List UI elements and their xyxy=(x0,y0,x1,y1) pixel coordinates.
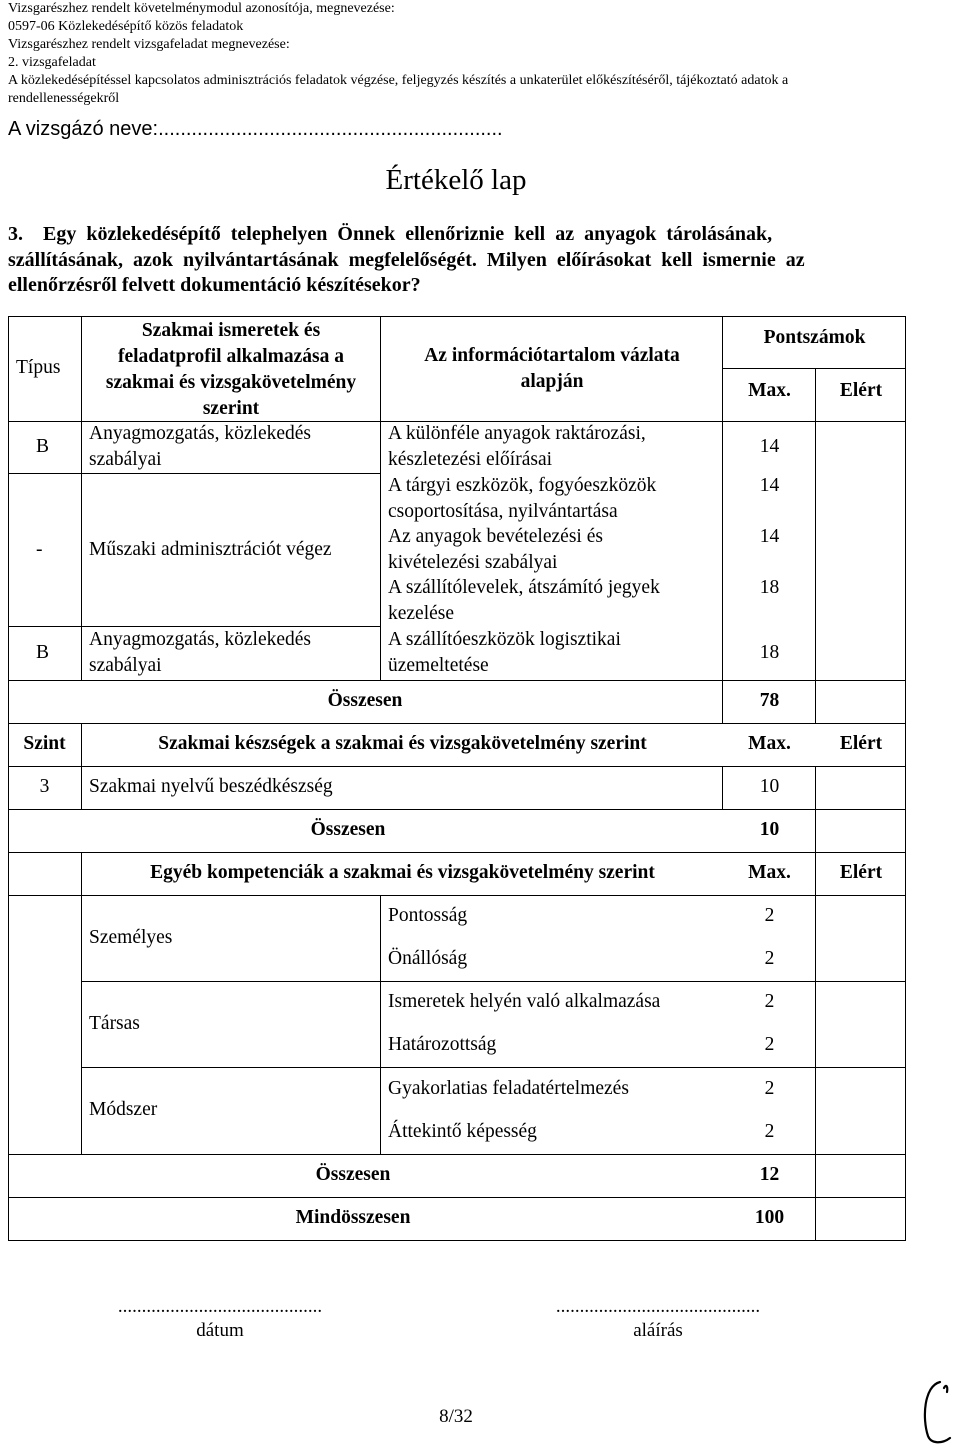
page-title: Értékelő lap xyxy=(385,164,527,196)
table-divider xyxy=(8,809,906,810)
cell-line: A szállítóeszközök logisztikai xyxy=(388,629,621,650)
table-border xyxy=(8,1240,906,1241)
column-header-max: Max. xyxy=(748,380,791,401)
row-level: 3 xyxy=(39,776,50,797)
table-divider xyxy=(722,316,723,723)
competency-max: 2 xyxy=(764,905,775,926)
competency-item: Pontosság xyxy=(388,905,468,926)
cell-line: üzemeltetése xyxy=(388,655,489,676)
table-divider xyxy=(81,981,906,982)
row-type: B xyxy=(36,436,50,457)
competency-max: 2 xyxy=(764,1078,775,1099)
task-name-cont: rendellenességekről xyxy=(8,91,120,106)
competency-group: Módszer xyxy=(89,1099,158,1120)
row-info xyxy=(388,575,660,627)
row-type: - xyxy=(36,539,43,560)
column-header-skills: Szakmai készségek a szakmai és vizsgakövetelmény szerint xyxy=(158,733,647,754)
competency-group: Társas xyxy=(89,1013,140,1034)
competency-max: 2 xyxy=(764,1121,775,1142)
cell-line: kezelése xyxy=(388,603,455,624)
table-divider xyxy=(722,766,723,810)
table-divider xyxy=(8,895,906,896)
module-name: 0597-06 Közlekedésépítő közös feladatok xyxy=(8,19,244,34)
row-max: 10 xyxy=(759,776,780,797)
subtotal-value: 10 xyxy=(759,819,780,840)
table-divider xyxy=(815,766,816,810)
column-header-max: Max. xyxy=(748,862,791,883)
table-divider xyxy=(8,852,906,853)
task-number: 2. vizsgafeladat xyxy=(8,55,96,70)
header-line: Szakmai ismeretek és xyxy=(141,320,321,341)
question-text xyxy=(8,222,906,299)
table-divider xyxy=(81,852,82,896)
header-line: feladatprofil alkalmazása a xyxy=(117,346,345,367)
table-border xyxy=(905,316,906,1241)
module-label: Vizsgarészhez rendelt követelménymodul azonosítója, megnevezése: xyxy=(8,1,395,16)
row-max: 18 xyxy=(759,577,780,598)
section-heading-competencies: Egyéb kompetenciák a szakmai és vizsgakövetelmény szerint xyxy=(150,862,655,883)
signature-label: aláírás xyxy=(633,1320,683,1341)
date-line: ........................................... xyxy=(117,1296,323,1317)
table-divider xyxy=(815,809,816,853)
table-divider xyxy=(8,766,906,767)
competency-group: Személyes xyxy=(89,927,173,948)
cell-line: Anyagmozgatás, közlekedés xyxy=(89,629,312,650)
row-max: 14 xyxy=(759,436,780,457)
table-divider xyxy=(380,895,381,1155)
cell-line: Az anyagok bevételezési és xyxy=(388,526,603,547)
table-divider xyxy=(815,895,816,1241)
table-divider xyxy=(8,1154,906,1155)
cell-line: készletezési előírásai xyxy=(388,449,553,470)
header-line: szerint xyxy=(202,398,260,419)
header-line: szakmai és vizsgakövetelmény xyxy=(105,372,357,393)
row-max: 14 xyxy=(759,475,780,496)
row-info xyxy=(388,524,603,576)
subtotal-label: Összesen xyxy=(310,819,386,840)
column-header-achieved: Elért xyxy=(839,380,883,401)
competency-item: Ismeretek helyén való alkalmazása xyxy=(388,991,661,1012)
cell-line: kivételezési szabályai xyxy=(388,552,558,573)
cell-line: csoportosítása, nyilvántartása xyxy=(388,501,618,522)
table-divider xyxy=(8,1197,906,1198)
table-divider xyxy=(8,473,381,474)
column-header-achieved: Elért xyxy=(839,733,883,754)
column-header-achieved: Elért xyxy=(839,862,883,883)
question-line: szállításának, azok nyilvántartásának megfelelőségét. Milyen előírásokat kell ismernie az xyxy=(8,248,805,271)
question-line: ellenőrzésről felvett dokumentáció készítésekor? xyxy=(8,274,421,297)
table-divider xyxy=(8,723,906,724)
row-info xyxy=(388,421,646,473)
question-line: 3. Egy közlekedésépítő telephelyen Önnek ellenőriznie kell az anyagok tárolásának, xyxy=(8,223,773,245)
cell-line: Anyagmozgatás, közlekedés xyxy=(89,423,312,444)
cell-line: A különféle anyagok raktározási, xyxy=(388,423,646,444)
cell-line: szabályai xyxy=(89,449,162,470)
subtotal-label: Összesen xyxy=(327,690,403,711)
cell-line: szabályai xyxy=(89,655,162,676)
table-divider xyxy=(81,1067,906,1068)
header-line: Az információtartalom vázlata xyxy=(424,345,680,366)
competency-item: Áttekintő képesség xyxy=(388,1121,537,1142)
competency-max: 2 xyxy=(764,948,775,969)
competency-max: 2 xyxy=(764,1034,775,1055)
competency-item: Gyakorlatias feladatértelmezés xyxy=(388,1078,629,1099)
column-header-type: Típus xyxy=(16,357,61,378)
row-knowledge: Műszaki adminisztrációt végez xyxy=(89,539,332,560)
task-name: A közlekedésépítéssel kapcsolatos adminisztrációs feladatok végzése, feljegyzés készítés a unkaterület előkészítéséről, tájékoztató adatok a xyxy=(8,73,789,88)
date-label: dátum xyxy=(196,1320,244,1341)
competency-item: Határozottság xyxy=(388,1034,497,1055)
grand-total-label: Mindösszesen xyxy=(295,1207,411,1228)
table-divider xyxy=(815,852,816,896)
cell-line: A szállítólevelek, átszámító jegyek xyxy=(388,577,660,598)
subtotal-label: Összesen xyxy=(315,1164,391,1185)
competency-item: Önállóság xyxy=(388,948,468,969)
cell-line: A tárgyi eszközök, fogyóeszközök xyxy=(388,475,657,496)
row-info xyxy=(388,627,621,679)
row-max: 18 xyxy=(759,642,780,663)
column-header-info xyxy=(383,343,721,395)
page-number: 8/32 xyxy=(439,1406,473,1427)
row-knowledge xyxy=(89,627,311,679)
column-header-level: Szint xyxy=(23,733,66,754)
column-header-points: Pontszámok xyxy=(763,327,866,348)
table-divider xyxy=(8,680,906,681)
row-max: 14 xyxy=(759,526,780,547)
table-divider xyxy=(81,723,82,767)
table-divider xyxy=(81,895,82,1155)
row-info xyxy=(388,473,656,525)
task-label: Vizsgarészhez rendelt vizsgafeladat megnevezése: xyxy=(8,37,290,52)
competency-max: 2 xyxy=(764,991,775,1012)
column-header-max: Max. xyxy=(748,733,791,754)
row-skill: Szakmai nyelvű beszédkészség xyxy=(89,776,333,797)
header-line: alapján xyxy=(520,371,584,392)
table-border xyxy=(8,316,906,317)
row-type: B xyxy=(36,642,50,663)
table-divider xyxy=(722,368,906,369)
table-divider xyxy=(81,766,82,810)
handwritten-initial-mark xyxy=(918,1378,958,1448)
signature-line: ........................................... xyxy=(555,1296,761,1317)
examinee-name-field: A vizsgázó neve:.............................................................. xyxy=(8,118,503,140)
subtotal-value: 78 xyxy=(759,690,780,711)
subtotal-value: 12 xyxy=(759,1164,780,1185)
row-knowledge xyxy=(89,421,311,473)
grand-total-value: 100 xyxy=(754,1207,785,1228)
column-header-knowledge xyxy=(84,318,378,422)
